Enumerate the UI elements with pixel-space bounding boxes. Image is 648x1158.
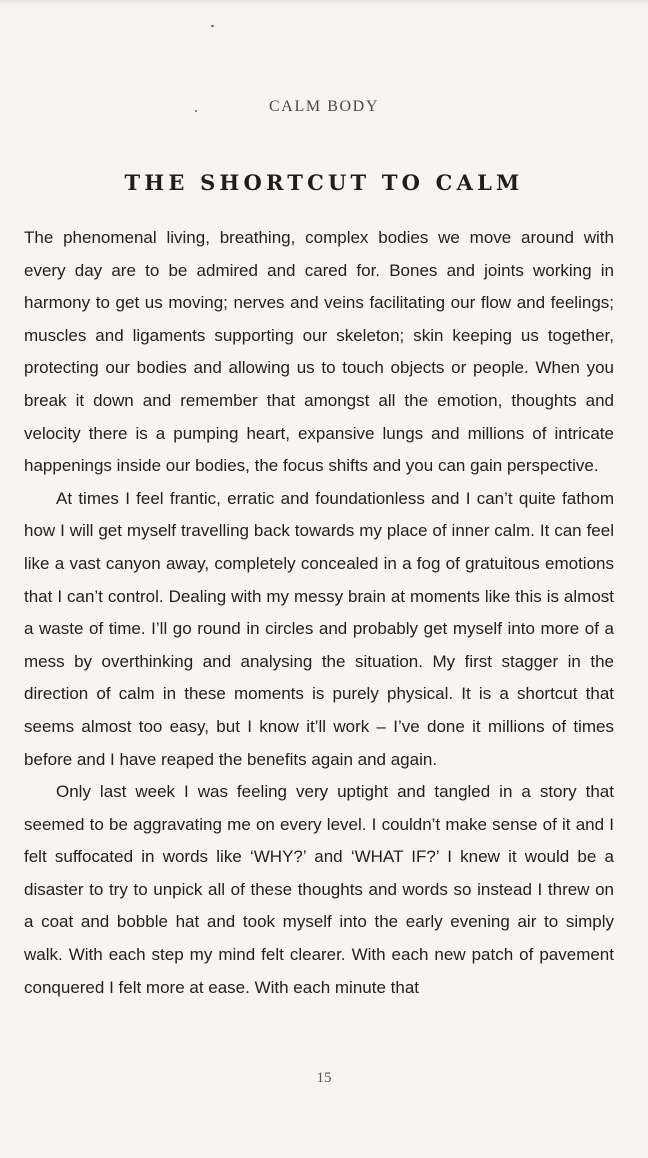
paragraph-2: At times I feel frantic, erratic and foundationless and I can’t quite fathom how I will get myself travelling back towards my place of inner calm. It can feel like a vast canyon away, completely concealed in a fog of gratuitous emotions that I can’t control. Dealing with my messy brain at moments like this is almost a waste of time. I’ll go round in circles and probably get myself into more of a mess by overthinking and analysing the situation. My first stagger in the direction of calm in these moments is purely physical. It is a shortcut that seems almost too easy, but I know it’ll work – I’ve done it millions of times before and I have reaped the benefits again and again.	[24, 488, 614, 769]
paragraph-1: The phenomenal living, breathing, complex bodies we move around with every day are to be admired and cared for. Bones and joints working in harmony to get us moving; nerves and veins facilitating our flow and feelings; muscles and ligaments supporting our skeleton; skin keeping us together, protecting our bodies and allowing us to touch objects or people. When you break it down and remember that amongst all the emotion, thoughts and velocity there is a pumping heart, expansive lungs and millions of intricate happenings inside our bodies, the focus shifts and you can gain perspective.	[24, 228, 614, 476]
chapter-title: THE SHORTCUT TO CALM	[124, 170, 524, 195]
page-top-edge	[0, 0, 648, 6]
print-speck	[211, 25, 214, 27]
page-number: 15	[316, 1070, 332, 1086]
body-text	[24, 222, 614, 1004]
running-head: CALM BODY	[269, 98, 379, 115]
paragraph-3: Only last week I was feeling very uptight and tangled in a story that seemed to be aggravating me on every level. I couldn’t make sense of it and I felt suffocated in words like ‘WHY?’ and ‘WHAT IF?’ I knew it would be a disaster to try to unpick all of these thoughts and words so instead I threw on a coat and bobble hat and took myself into the early evening air to simply walk. With each step my mind felt clearer. With each new patch of pavement conquered I felt more at ease. With each minute that	[24, 782, 614, 997]
